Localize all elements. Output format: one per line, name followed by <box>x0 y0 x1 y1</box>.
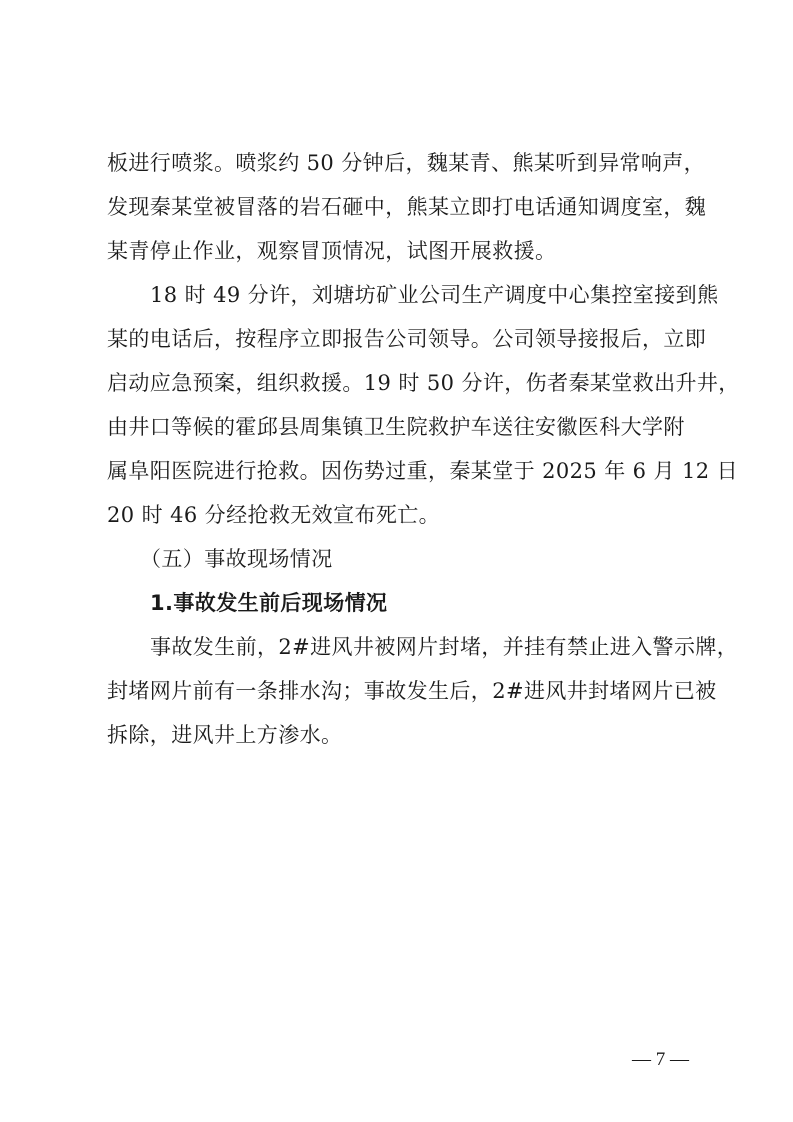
paragraph-line: 某青停止作业，观察冒顶情况，试图开展救援。 <box>107 239 557 263</box>
paragraph-line: 某的电话后，按程序立即报告公司领导。公司领导接报后，立即 <box>107 327 707 351</box>
paragraph-line: 启动应急预案，组织救援。19 时 50 分许，伤者秦某堂救出升井， <box>107 371 740 395</box>
paragraph-line: 由井口等候的霍邱县周集镇卫生院救护车送往安徽医科大学附 <box>107 415 685 439</box>
paragraph-line: 事故发生前，2#进风井被网片封堵，并挂有禁止进入警示牌， <box>150 635 739 659</box>
subsection-heading: 1.事故发生前后现场情况 <box>150 591 388 615</box>
section-heading: （五）事故现场情况 <box>140 547 333 571</box>
paragraph-line: 属阜阳医院进行抢救。因伤势过重，秦某堂于 2025 年 6 月 12 日 <box>107 459 738 483</box>
paragraph-line: 拆除，进风井上方渗水。 <box>107 723 343 747</box>
paragraph-line: 18 时 49 分许，刘塘坊矿业公司生产调度中心集控室接到熊 <box>150 283 719 307</box>
paragraph-line: 20 时 46 分经抢救无效宣布死亡。 <box>107 503 441 527</box>
paragraph-line: 板进行喷浆。喷浆约 50 分钟后，魏某青、熊某听到异常响声， <box>107 151 706 175</box>
page-number: — 7 — <box>632 1049 689 1070</box>
paragraph-line: 封堵网片前有一条排水沟；事故发生后，2#进风井封堵网片已被 <box>107 679 717 703</box>
paragraph-line: 发现秦某堂被冒落的岩石砸中，熊某立即打电话通知调度室，魏 <box>107 195 707 219</box>
